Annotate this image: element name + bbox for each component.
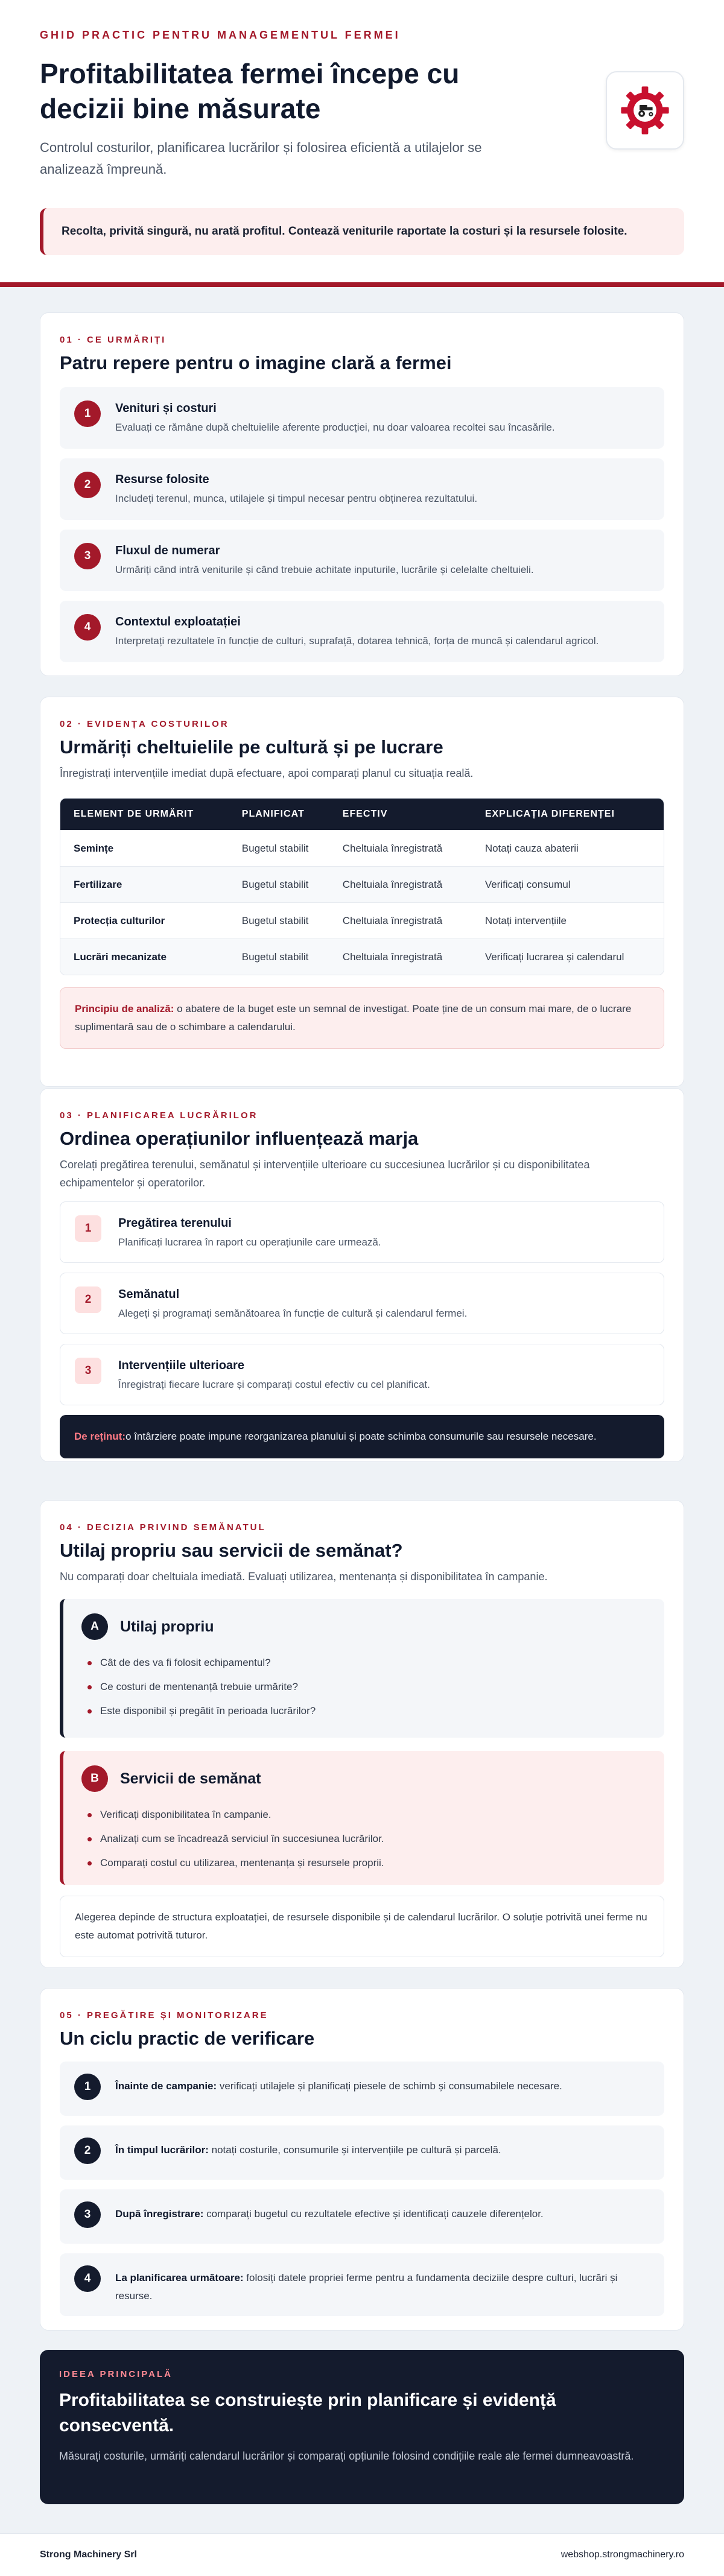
table-cell: Notați cauza abaterii (472, 830, 664, 866)
number-badge: 2 (74, 472, 101, 498)
section-title: Urmăriți cheltuielile pe cultură și pe lucrare (60, 736, 443, 758)
table-row (60, 866, 664, 902)
table-cell: Bugetul stabilit (229, 866, 329, 902)
table-cell: Cheltuiala înregistrată (329, 902, 472, 938)
column-header: PLANIFICAT (229, 799, 329, 830)
header-kicker: GHID PRACTIC PENTRU MANAGEMENTUL FERMEI (40, 29, 401, 41)
section-work-planning (40, 1088, 684, 1462)
option-badge: A (81, 1613, 108, 1640)
section-label: 01 · CE URMĂRIȚI (60, 335, 167, 345)
section-label: 05 · PREGĂTIRE ȘI MONITORIZARE (60, 2010, 268, 2021)
column-header: ELEMENT DE URMĂRIT (60, 799, 229, 830)
bullet-icon (87, 1685, 92, 1689)
list-item (87, 1827, 646, 1851)
bullet-icon (87, 1837, 92, 1841)
list-item (60, 1344, 664, 1405)
step-label: La planificarea următoare: (115, 2272, 244, 2283)
section-title: Utilaj propriu sau servicii de semănat? (60, 1540, 403, 1561)
reminder-note (60, 1415, 664, 1458)
banner-title: Profitabilitatea se construiește prin planificare și evidență consecventă. (59, 2390, 556, 2435)
table-row (60, 938, 664, 975)
step-text: notați costurile, consumurile și intervențiile pe cultură și parcelă. (208, 2144, 501, 2156)
table-cell: Bugetul stabilit (229, 830, 329, 866)
section-desc: Corelați pregătirea terenului, semănatul și intervențiile ulterioare cu succesiunea lucrărilor și cu disponibilitatea echipamentelor și operatorilor. (60, 1159, 590, 1189)
list-item (60, 2253, 664, 2316)
item-desc: Înregistrați fiecare lucrare și comparați costul efectiv cu cel planificat. (118, 1379, 430, 1390)
table-cell: Cheltuiala înregistrată (329, 830, 472, 866)
list-item (60, 530, 664, 591)
number-badge: 3 (75, 1358, 101, 1384)
footer (0, 2533, 724, 2576)
main-idea-banner (40, 2350, 684, 2504)
item-desc: Includeți terenul, munca, utilajele și timpul necesar pentru obținerea rezultatului. (115, 493, 478, 504)
header-callout: Recolta, privită singură, nu arată profitul. Contează veniturile raportate la costuri și la resursele folosite. (40, 208, 684, 255)
table-cell: Notați intervențiile (472, 902, 664, 938)
bullet-icon (87, 1813, 92, 1817)
step-text: folosiți datele propriei ferme pentru a fundamenta deciziile despre culturi, lucrări și resurse. (115, 2272, 618, 2302)
item-title: Fluxul de numerar (115, 544, 220, 557)
page-title: Profitabilitatea fermei începe cu decizii bine măsurate (40, 58, 460, 124)
item-title: Intervențiile ulterioare (118, 1359, 244, 1372)
number-badge: 4 (74, 2265, 101, 2292)
bullet-icon (87, 1709, 92, 1714)
section-title: Patru repere pentru o imagine clară a fermei (60, 352, 452, 373)
table-cell: Cheltuiala înregistrată (329, 938, 472, 975)
bullet-text: Este disponibil și pregătit în perioada lucrărilor? (100, 1705, 316, 1717)
table-cell: Verificați lucrarea și calendarul (472, 938, 664, 975)
table-cell: Protecția culturilor (60, 902, 229, 938)
option-title: Utilaj propriu (120, 1618, 214, 1635)
bullet-text: Analizați cum se încadrează serviciul în succesiunea lucrărilor. (100, 1833, 384, 1844)
section-label: 02 · EVIDENȚA COSTURILOR (60, 719, 229, 729)
item-desc: Interpretați rezultatele în funcție de culturi, suprafață, dotarea tehnică, forța de muncă și calendarul agricol. (115, 635, 599, 647)
section-what-to-track (40, 312, 684, 676)
table-cell: Semințe (60, 830, 229, 866)
note-label: Principiu de analiză: (75, 1003, 174, 1014)
number-badge: 3 (74, 2201, 101, 2228)
column-header: EXPLICAȚIA DIFERENȚEI (472, 799, 664, 830)
option-own-machine (60, 1599, 664, 1738)
bullet-text: Comparați costul cu utilizarea, mentenanța și resursele proprii. (100, 1857, 384, 1869)
list-item (60, 1273, 664, 1334)
list-item (87, 1675, 646, 1699)
list-item (60, 387, 664, 449)
table-row (60, 830, 664, 866)
number-badge: 1 (74, 2074, 101, 2100)
number-badge: 2 (75, 1286, 101, 1313)
bullet-text: Ce costuri de mentenanță trebuie urmărite? (100, 1681, 298, 1692)
list-item (87, 1699, 646, 1723)
gear-tractor-logo-icon (618, 83, 672, 138)
step-label: După înregistrare: (115, 2208, 204, 2220)
list-item (60, 458, 664, 520)
item-desc: Urmăriți când intră veniturile și când trebuie achitate inputurile, lucrările și celelalte cheltuieli. (115, 564, 534, 575)
section-label: 04 · DECIZIA PRIVIND SEMĂNATUL (60, 1522, 266, 1533)
footer-url[interactable]: webshop.strongmachinery.ro (560, 2549, 684, 2560)
bullet-icon (87, 1661, 92, 1665)
table-cell: Verificați consumul (472, 866, 664, 902)
table-cell: Bugetul stabilit (229, 902, 329, 938)
list-item (60, 2062, 664, 2116)
item-desc: Alegeți și programați semănătoarea în funcție de cultură și calendarul fermei. (118, 1308, 468, 1319)
table-row (60, 902, 664, 938)
number-badge: 4 (74, 614, 101, 641)
note-text: o abatere de la buget este un semnal de investigat. Poate ține de un consum mai mare, de o lucrare suplimentară sau de o schimbare a calendarului. (75, 1003, 632, 1033)
step-label: În timpul lucrărilor: (115, 2144, 209, 2156)
decision-summary: Alegerea depinde de structura exploatației, de resursele disponibile și de calendarul lucrărilor. O soluție potrivită unei ferme nu este automat potrivită tuturor. (60, 1896, 664, 1957)
header-lead: Controlul costurilor, planificarea lucrărilor și folosirea eficientă a utilajelor se analizează împreună. (40, 140, 482, 177)
option-title: Servicii de semănat (120, 1770, 261, 1787)
number-badge: 3 (74, 543, 101, 569)
column-header: EFECTIV (329, 799, 472, 830)
section-desc: Nu comparați doar cheltuiala imediată. Evaluați utilizarea, mentenanța și disponibilitatea în campanie. (60, 1571, 548, 1583)
section-monitoring-cycle (40, 1988, 684, 2331)
bullet-icon (87, 1861, 92, 1866)
number-badge: 2 (74, 2138, 101, 2164)
section-title: Ordinea operațiunilor influențează marja (60, 1128, 419, 1149)
number-badge: 1 (74, 400, 101, 427)
list-item (87, 1851, 646, 1875)
tip-label: De reținut: (74, 1431, 125, 1442)
section-title: Un ciclu practic de verificare (60, 2028, 315, 2049)
table-cell: Lucrări mecanizate (60, 938, 229, 975)
table-cell: Cheltuiala înregistrată (329, 866, 472, 902)
item-title: Resurse folosite (115, 473, 209, 486)
option-seeding-services (60, 1751, 664, 1885)
bullet-text: Verificați disponibilitatea în campanie. (100, 1809, 272, 1820)
analysis-note (60, 987, 664, 1049)
footer-brand: Strong Machinery Srl (40, 2549, 137, 2560)
table-cell: Bugetul stabilit (229, 938, 329, 975)
list-item (87, 1651, 646, 1675)
number-badge: 1 (75, 1215, 101, 1242)
item-desc: Evaluați ce rămâne după cheltuielile aferente producției, nu doar valoarea recoltei sau încasările. (115, 422, 555, 433)
tip-text: o întârziere poate impune reorganizarea planului și poate schimba consumurile sau resursele necesare. (125, 1431, 597, 1442)
company-logo (606, 71, 684, 150)
list-item (60, 601, 664, 662)
step-text: verificați utilajele și planificați piesele de schimb și consumabilele necesare. (217, 2080, 562, 2092)
header-divider (0, 282, 724, 287)
step-label: Înainte de campanie: (115, 2080, 217, 2092)
section-seeding-decision (40, 1500, 684, 1968)
section-desc: Înregistrați intervențiile imediat după efectuare, apoi comparați planul cu situația reală. (60, 767, 474, 779)
item-title: Venituri și costuri (115, 402, 217, 415)
option-badge: B (81, 1765, 108, 1792)
banner-kicker: IDEEA PRINCIPALĂ (59, 2369, 173, 2379)
section-label: 03 · PLANIFICAREA LUCRĂRILOR (60, 1110, 258, 1121)
item-title: Semănatul (118, 1288, 180, 1301)
list-item (87, 1803, 646, 1827)
step-text: comparați bugetul cu rezultatele efective și identificați cauzele diferențelor. (203, 2208, 544, 2220)
cost-table (60, 798, 664, 975)
header (0, 0, 724, 283)
banner-desc: Măsurați costurile, urmăriți calendarul lucrărilor și comparați opțiunile folosind condițiile reale ale fermei dumneavoastră. (59, 2450, 634, 2462)
list-item (60, 2189, 664, 2244)
section-cost-records (40, 697, 684, 1087)
item-desc: Planificați lucrarea în raport cu operațiunile care urmează. (118, 1236, 381, 1248)
item-title: Contextul exploatației (115, 615, 241, 628)
list-item (60, 2125, 664, 2180)
item-title: Pregătirea terenului (118, 1217, 232, 1230)
bullet-text: Cât de des va fi folosit echipamentul? (100, 1657, 271, 1668)
list-item (60, 1201, 664, 1263)
table-cell: Fertilizare (60, 866, 229, 902)
